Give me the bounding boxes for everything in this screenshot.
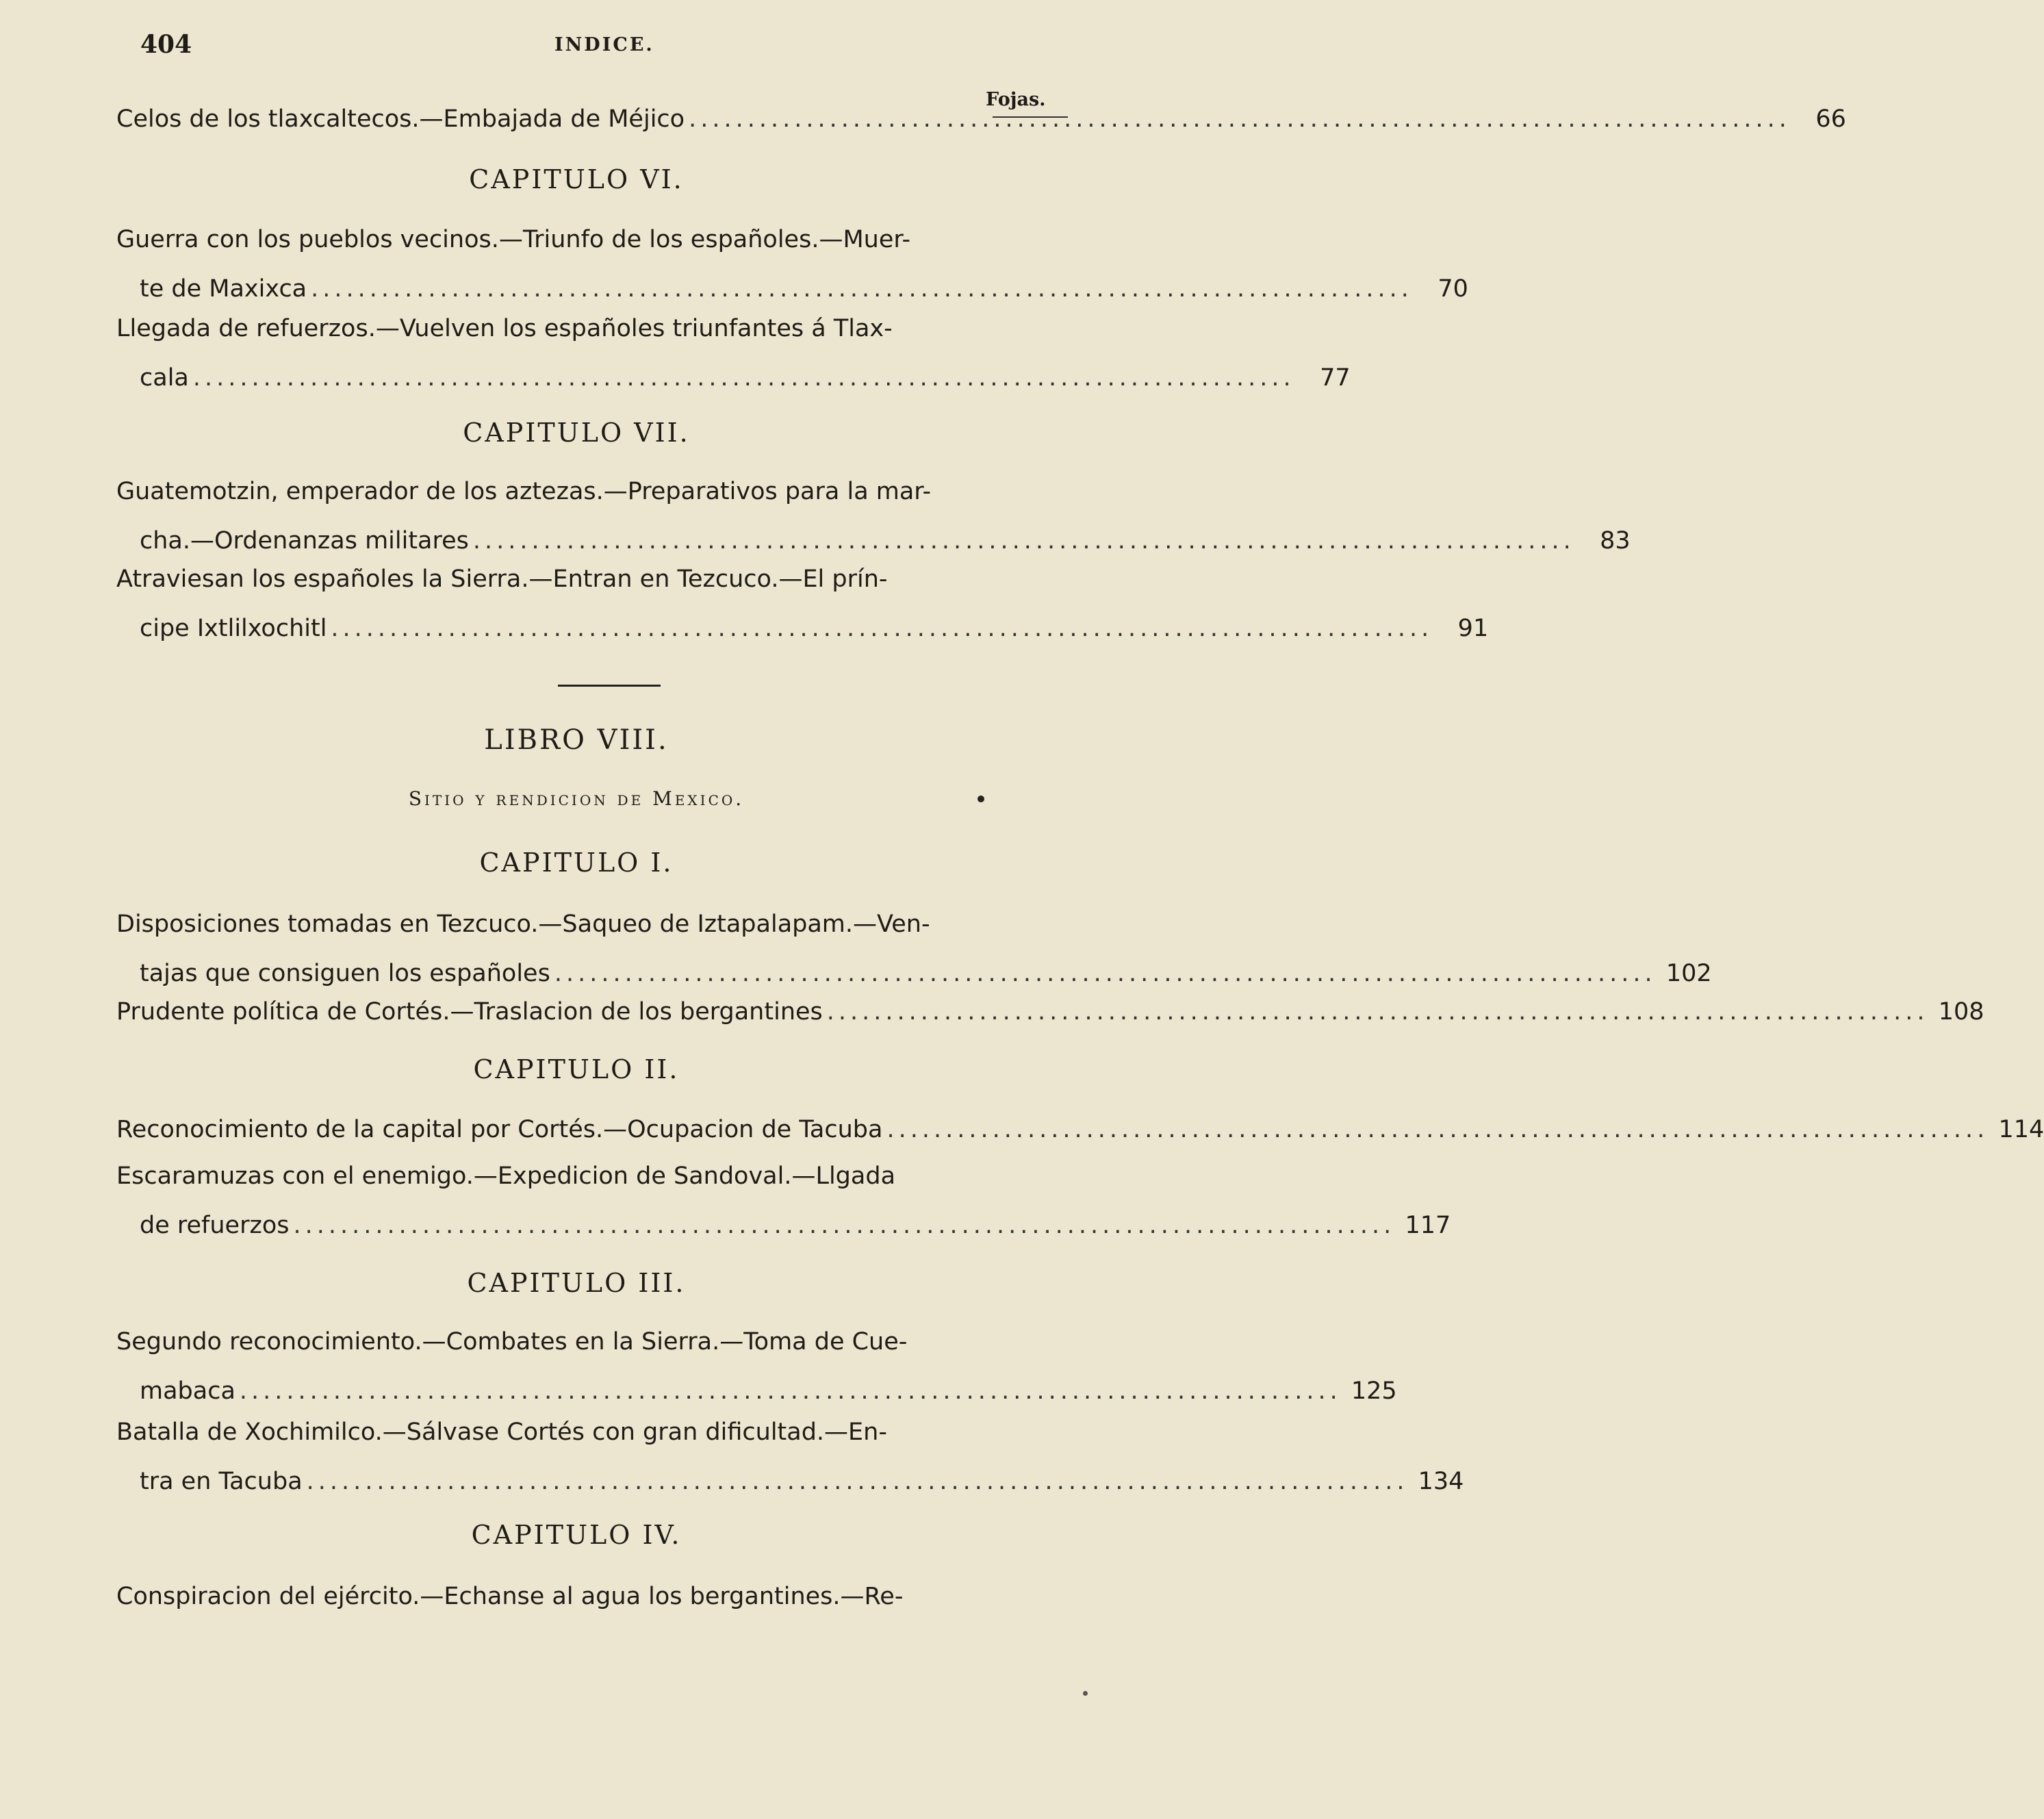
entry-text-line2: tajas que consiguen los españoles: [140, 960, 550, 987]
entry-text-line2: tra en Tacuba: [140, 1468, 303, 1495]
dot-leader: ..............................................................................................: [826, 998, 1929, 1026]
toc-entry: [116, 565, 1489, 642]
entry-text-line2: mabaca: [140, 1377, 235, 1405]
entry-page: 108: [1938, 998, 1984, 1026]
book-heading: LIBRO VIII.: [484, 724, 669, 756]
dot-leader: ..............................................................................................: [306, 1468, 1409, 1495]
entry-text-line1: Batalla de Xochimilco.—Sálvase Cortés con gran dificultad.—En-: [116, 1419, 887, 1446]
page-number: 404: [140, 30, 192, 59]
book-subtitle: Sitio y rendicion de Mexico.: [408, 787, 745, 810]
entry-text-line1: Disposiciones tomadas en Tezcuco.—Saqueo de Iztapalapam.—Ven-: [116, 911, 930, 938]
entry-text-line2: cipe Ixtlilxochitl: [140, 615, 327, 642]
dot-leader: ..............................................................................................: [192, 364, 1295, 392]
entry-page: 117: [1405, 1212, 1451, 1239]
dot-leader: ..............................................................................................: [689, 105, 1791, 133]
section-divider: [558, 685, 661, 687]
toc-entry: [116, 105, 1846, 133]
toc-entry: [116, 1116, 2044, 1143]
entry-page: 125: [1351, 1377, 1397, 1405]
dot-leader: ..............................................................................................: [311, 275, 1413, 303]
entry-text: Prudente política de Cortés.—Traslacion de los bergantines: [116, 998, 823, 1026]
dot-leader: ..............................................................................................: [554, 960, 1657, 987]
entry-page: 66: [1815, 105, 1846, 133]
toc-entry: [116, 911, 1712, 987]
entry-page: 102: [1665, 960, 1712, 987]
entry-text: Reconocimiento de la capital por Cortés.—Ocupacion de Tacuba: [116, 1116, 883, 1143]
entry-page: 134: [1418, 1468, 1464, 1495]
chapter-heading: CAPITULO IV.: [471, 1520, 682, 1550]
toc-entry: [116, 1162, 1451, 1239]
dot-leader: ..............................................................................................: [886, 1116, 1989, 1143]
dot-leader: ..............................................................................................: [293, 1212, 1396, 1239]
toc-entry: [116, 1583, 962, 1610]
entry-text-line1: Atraviesan los españoles la Sierra.—Entran en Tezcuco.—El prín-: [116, 565, 888, 593]
chapter-heading: CAPITULO II.: [473, 1054, 680, 1084]
entry-text-line2: de refuerzos: [140, 1212, 290, 1239]
entry-text-line1: Escaramuzas con el enemigo.—Expedicion de Sandoval.—Llgada: [116, 1162, 896, 1190]
entry-text-line2: cha.—Ordenanzas militares: [140, 527, 469, 555]
entry-text-line1: Conspiracion del ejército.—Echanse al agua los bergantines.—Re-: [116, 1583, 904, 1610]
entry-text-line2: te de Maxixca: [140, 275, 307, 303]
entry-text-line1: Segundo reconocimiento.—Combates en la Sierra.—Toma de Cue-: [116, 1328, 908, 1356]
toc-entry: [116, 478, 1631, 555]
dot-leader: ..............................................................................................: [239, 1377, 1342, 1405]
column-label-fojas: Fojas.: [986, 89, 1046, 110]
running-title: INDICE.: [554, 34, 654, 55]
entry-text-line2: cala: [140, 364, 189, 392]
toc-entry: [116, 998, 1984, 1026]
entry-text-line1: Guatemotzin, emperador de los aztezas.—Preparativos para la mar-: [116, 478, 932, 505]
dot-leader: ..............................................................................................: [331, 615, 1433, 642]
entry-text-line1: Llegada de refuerzos.—Vuelven los españoles triunfantes á Tlax-: [116, 315, 893, 342]
entry-text: Celos de los tlaxcaltecos.—Embajada de Méjico: [116, 105, 685, 133]
toc-entry: [116, 1328, 1397, 1405]
margin-mark: [1083, 1691, 1088, 1696]
toc-entry: [116, 315, 1351, 392]
entry-page: 70: [1438, 275, 1468, 303]
chapter-heading: CAPITULO VII.: [463, 418, 690, 448]
chapter-heading: CAPITULO VI.: [469, 164, 684, 194]
dot-leader: ..............................................................................................: [472, 527, 1575, 555]
entry-page: 114: [1998, 1116, 2044, 1143]
entry-page: 77: [1320, 364, 1351, 392]
entry-page: 91: [1457, 615, 1489, 642]
toc-entry: [116, 226, 1468, 303]
ornament-mark: [978, 796, 984, 802]
entry-page: 83: [1600, 527, 1631, 555]
chapter-heading: CAPITULO I.: [479, 848, 674, 878]
toc-entry: [116, 1419, 1464, 1495]
page-header: [0, 30, 1153, 110]
chapter-heading: CAPITULO III.: [467, 1268, 686, 1298]
entry-text-line1: Guerra con los pueblos vecinos.—Triunfo de los españoles.—Muer-: [116, 226, 911, 253]
